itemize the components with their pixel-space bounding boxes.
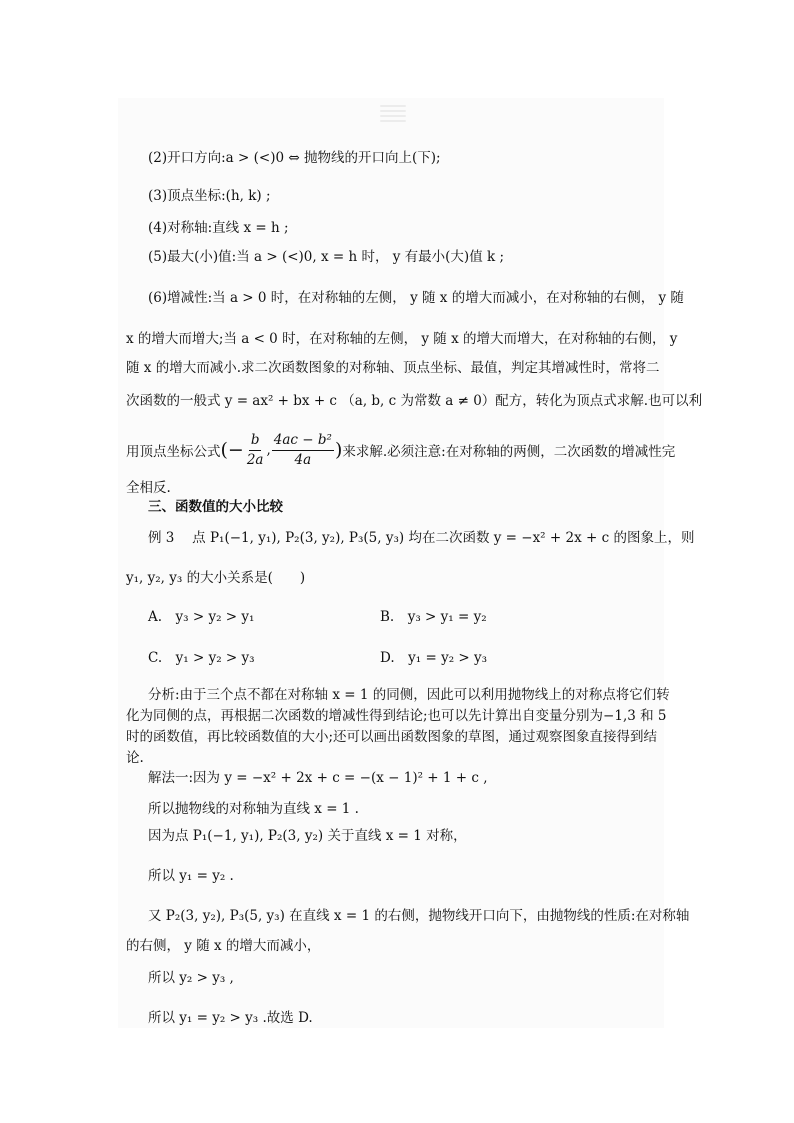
solution-line-2: 所以抛物线的对称轴为直线 x = 1 .: [148, 801, 359, 817]
fraction-denominator: 4a: [294, 451, 312, 468]
solution-line-4: 所以 y₁ = y₂ .: [148, 868, 234, 884]
analysis-line-2: 化为同侧的点，再根据二次函数的增减性得到结论;也可以先计算出自变量分别为−1,3 和 5: [126, 708, 667, 724]
text-line-monotonicity-3: 随 x 的增大而减小.求二次函数图象的对称轴、顶点坐标、最值，判定其增减性时，常将二: [126, 360, 660, 376]
solution-line-1: 解法一:因为 y = −x² + 2x + c = −(x − 1)² + 1 + c ,: [148, 770, 488, 786]
text-line-opening-direction: (2)开口方向:a > (<)0 ⇔ 抛物线的开口向上(下);: [148, 150, 441, 166]
formula-comma: ,: [266, 442, 271, 458]
option-a: A. y₃ > y₂ > y₁: [148, 609, 255, 625]
solution-line-7: 所以 y₂ > y₃ ,: [148, 970, 234, 986]
section-title: 三、函数值的大小比较: [148, 499, 283, 515]
text-line-conclusion: 全相反.: [126, 480, 171, 496]
solution-line-6: 的右侧， y 随 x 的增大而减小，: [126, 938, 321, 954]
text-line-extreme-value: (5)最大(小)值:当 a > (<)0, x = h 时， y 有最小(大)值 k ;: [148, 249, 505, 265]
fraction-numerator: 4ac − b²: [272, 432, 334, 451]
formula-close-paren: ): [334, 439, 343, 461]
header-watermark-icon: [380, 102, 406, 130]
text-line-monotonicity-1: (6)增减性:当 a > 0 时，在对称轴的左侧， y 随 x 的增大而减小，在对称轴的右侧， y 随: [148, 290, 684, 306]
option-b: B. y₃ > y₁ = y₂: [380, 609, 487, 625]
fraction-4ac-b2-over-4a: [272, 432, 334, 469]
text-line-vertex: (3)顶点坐标:(h, k) ;: [148, 188, 271, 204]
formula-open-paren: (−: [220, 439, 244, 461]
text-line-axis: (4)对称轴:直线 x = h ;: [148, 220, 289, 236]
vertex-formula-prefix: 用顶点坐标公式: [126, 444, 221, 460]
fraction-numerator: b: [249, 432, 262, 451]
analysis-line-1: 分析:由于三个点不都在对称轴 x = 1 的同侧，因此可以利用抛物线上的对称点将它们转: [148, 687, 670, 703]
vertex-formula-suffix: 来求解.必须注意:在对称轴的两侧，二次函数的增减性完: [342, 444, 676, 460]
solution-line-5: 又 P₂(3, y₂), P₃(5, y₃) 在直线 x = 1 的右侧，抛物线开口向下，由抛物线的性质:在对称轴: [148, 908, 690, 924]
example-3-line-2: y₁, y₂, y₃ 的大小关系是( ): [126, 570, 306, 586]
solution-line-8: 所以 y₁ = y₂ > y₃ .故选 D.: [148, 1010, 313, 1026]
option-c: C. y₁ > y₂ > y₃: [148, 650, 255, 666]
option-d: D. y₁ = y₂ > y₃: [380, 650, 488, 666]
text-line-monotonicity-4: 次函数的一般式 y = ax² + bx + c （a, b, c 为常数 a ≠ 0）配方，转化为顶点式求解.也可以利: [126, 393, 703, 409]
fraction-b-over-2a: [245, 432, 266, 469]
vertex-formula-line: [126, 428, 675, 472]
analysis-line-3: 时的函数值，再比较函数值的大小;还可以画出函数图象的草图，通过观察图象直接得到结: [126, 729, 658, 745]
text-line-monotonicity-2: x 的增大而增大;当 a < 0 时，在对称轴的左侧， y 随 x 的增大而增大，在对称轴的右侧， y: [126, 331, 678, 347]
solution-line-3: 因为点 P₁(−1, y₁), P₂(3, y₂) 关于直线 x = 1 对称，: [148, 828, 467, 844]
example-3-line-1: 例 3 点 P₁(−1, y₁), P₂(3, y₂), P₃(5, y₃) 均在二次函数 y = −x² + 2x + c 的图象上，则: [148, 530, 695, 546]
fraction-denominator: 2a: [246, 451, 264, 468]
analysis-line-4: 论.: [126, 750, 144, 766]
